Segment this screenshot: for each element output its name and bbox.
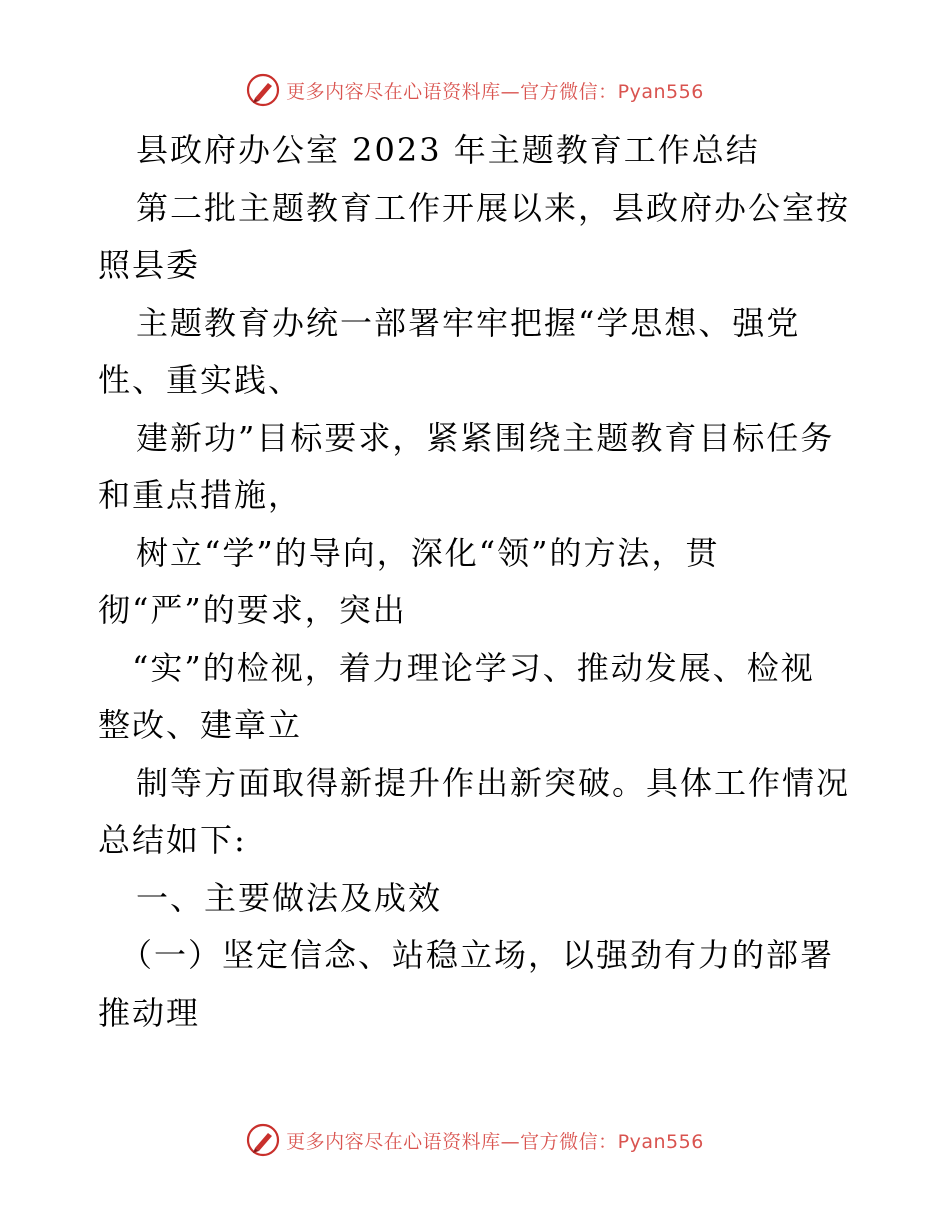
section-heading: 一、主要做法及成效 <box>136 878 443 917</box>
paragraph-line: 彻“严”的要求，突出 <box>98 591 407 629</box>
watermark-text: 更多内容尽在心语资料库—官方微信：Pyan556 <box>286 80 704 103</box>
paragraph-line: 第二批主题教育工作开展以来，县政府办公室按 <box>136 188 851 227</box>
header-watermark <box>0 70 950 110</box>
paragraph-line: 和重点措施， <box>98 476 303 514</box>
paragraph-line: 照县委 <box>98 246 201 284</box>
paragraph-line: 制等方面取得新提升作出新突破。具体工作情况 <box>136 763 851 802</box>
subsection-heading: （一）坚定信念、站稳立场，以强劲有力的部署 <box>120 936 835 974</box>
paragraph-line: 树立“学”的导向，深化“领”的方法，贯 <box>136 533 720 572</box>
paragraph-line: “实”的检视，着力理论学习、推动发展、检视 <box>132 648 815 687</box>
document-title: 县政府办公室 2023 年主题教育工作总结 <box>136 131 760 169</box>
pen-logo-icon <box>246 1123 280 1157</box>
paragraph-line: 主题教育办统一部署牢牢把握“学思想、强党 <box>136 303 801 342</box>
paragraph-line: 推动理 <box>98 993 201 1032</box>
paragraph-line: 整改、建章立 <box>98 706 303 744</box>
paragraph-line: 性、重实践、 <box>98 361 303 399</box>
document-body <box>98 122 858 1042</box>
pen-logo-icon <box>246 73 280 107</box>
paragraph-line: 建新功”目标要求，紧紧围绕主题教育目标任务 <box>136 418 835 457</box>
footer-watermark <box>0 1120 950 1160</box>
watermark-text: 更多内容尽在心语资料库—官方微信：Pyan556 <box>286 1130 704 1153</box>
paragraph-line: 总结如下: <box>98 821 247 859</box>
